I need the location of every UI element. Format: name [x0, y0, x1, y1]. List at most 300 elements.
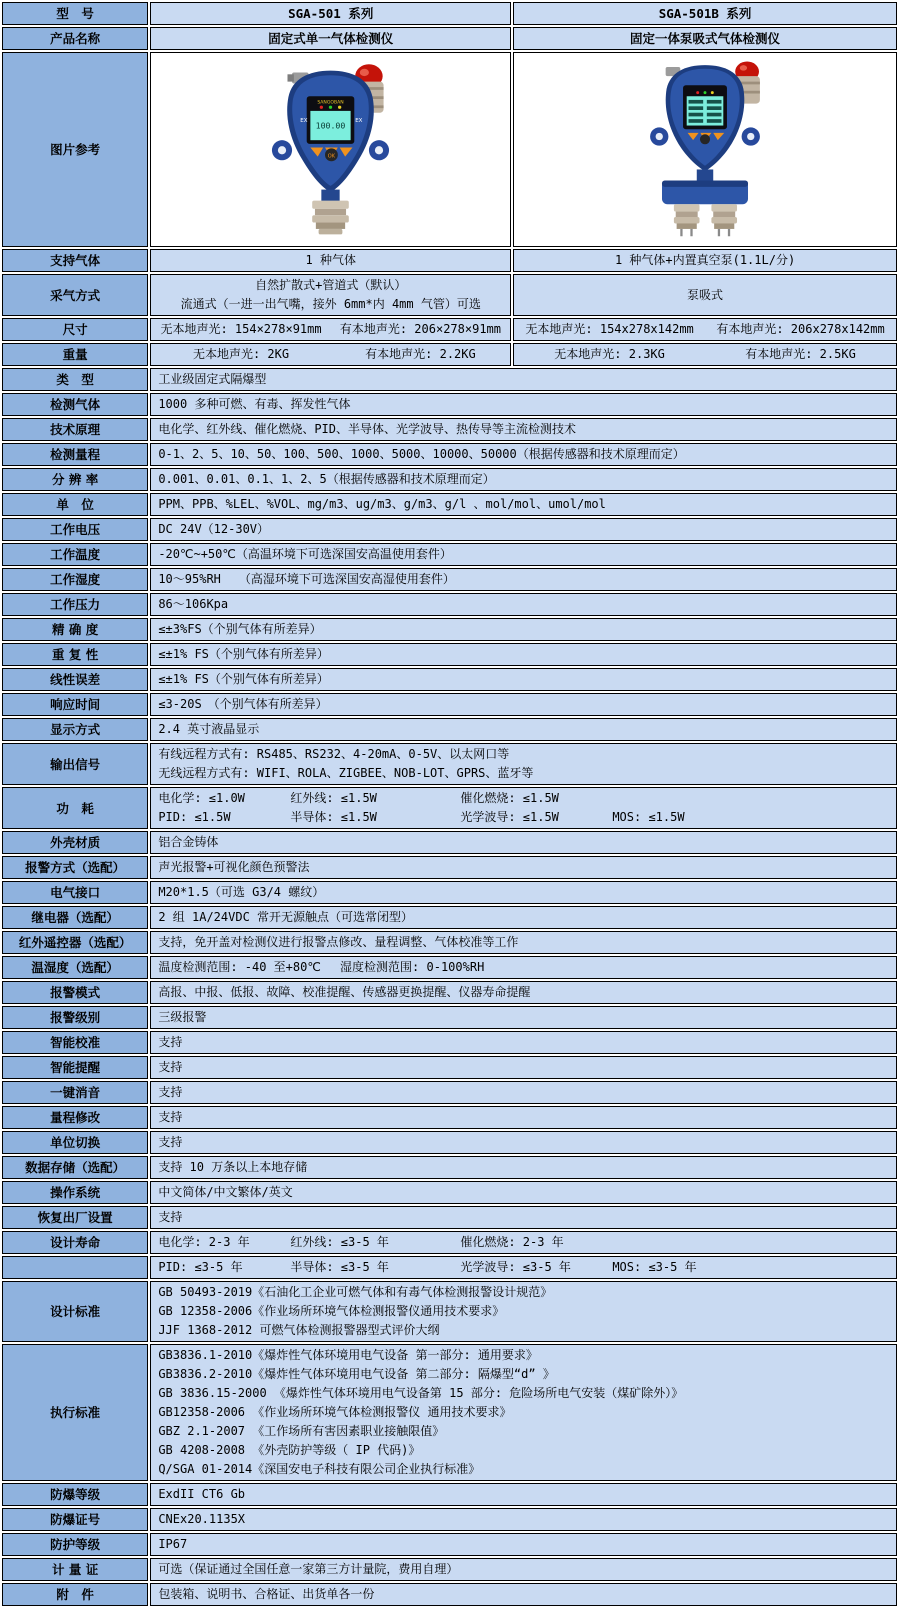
spec-value-cell	[150, 1483, 897, 1506]
spec-value: 固定式单一气体检测仪	[268, 31, 394, 46]
spec-value: 三级报警	[158, 1010, 207, 1024]
spec-value-line	[151, 695, 896, 714]
row-label-text: 支持气体	[50, 253, 101, 268]
spec-value: 无线远程方式有: WIFI、ROLA、ZIGBEE、NOB-LOT、GPRS、蓝牙等	[158, 766, 534, 780]
row-label	[2, 1533, 148, 1556]
sga-501-product-image	[253, 56, 408, 239]
table-row	[2, 1106, 897, 1129]
spec-value: M20*1.5（可选 G3/4 螺纹）	[158, 885, 325, 899]
spec-value-cell	[150, 668, 897, 691]
spec-value: 流通式（一进一出气嘴，接外 6mm*内 4mm 气管）可选	[180, 297, 481, 311]
spec-value: 1 种气体	[305, 253, 356, 267]
row-label	[2, 443, 148, 466]
spec-value: MOS: ≤1.5W	[612, 810, 685, 824]
row-label	[2, 787, 148, 829]
spec-value-line	[151, 495, 896, 514]
spec-value-line	[151, 545, 896, 564]
row-label-text: 采气方式	[50, 287, 101, 303]
spec-value-line	[151, 1302, 896, 1321]
spec-value-cell	[150, 468, 897, 491]
spec-value-cell	[150, 1256, 897, 1279]
row-label	[2, 693, 148, 716]
row-label	[2, 543, 148, 566]
row-label-text: 防护等级	[50, 1537, 101, 1552]
spec-value: 无本地声光: 154×278×91mm	[160, 322, 322, 336]
table-row	[2, 956, 897, 979]
table-row	[2, 856, 897, 879]
spec-value-cell	[150, 249, 511, 272]
spec-value: 工业级固定式隔爆型	[158, 372, 267, 386]
spec-value: GB3836.1-2010《爆炸性气体环境用电气设备 第一部分: 通用要求》	[158, 1348, 538, 1362]
row-label-text: 显示方式	[50, 722, 101, 737]
spec-value: 半导体: ≤3-5 年	[290, 1260, 389, 1274]
table-row	[2, 543, 897, 566]
table-row	[2, 1483, 897, 1506]
spec-value-line	[151, 1233, 896, 1252]
spec-value-cell	[150, 856, 897, 879]
spec-value: 2.4 英寸液晶显示	[158, 722, 260, 736]
row-label-text: 重量	[62, 347, 88, 362]
row-label-text: 量程修改	[50, 1110, 101, 1125]
table-row	[2, 274, 897, 316]
table-row	[2, 593, 897, 616]
row-label	[2, 493, 148, 516]
row-label-text: 防爆等级	[50, 1487, 101, 1502]
spec-value-line	[514, 251, 896, 270]
spec-value: SGA-501 系列	[288, 6, 374, 21]
spec-value-cell	[150, 1281, 897, 1342]
spec-value: 支持	[158, 1210, 183, 1224]
spec-value-line	[151, 620, 896, 639]
table-row	[2, 1206, 897, 1229]
spec-value-line	[151, 1108, 896, 1127]
spec-value-line	[151, 251, 510, 270]
spec-value-line	[151, 1403, 896, 1422]
spec-value-line	[514, 345, 896, 364]
spec-value-cell	[150, 274, 511, 316]
row-label	[2, 1131, 148, 1154]
row-label-text: 报警级别	[50, 1010, 101, 1025]
spec-value-line	[151, 958, 896, 977]
spec-value-line	[151, 1346, 896, 1365]
spec-value-cell	[150, 981, 897, 1004]
spec-value: 1 种气体+内置真空泵(1.1L/分)	[614, 253, 796, 267]
row-label-text: 产品名称	[50, 31, 101, 46]
row-label	[2, 1508, 148, 1531]
spec-value: 泵吸式	[687, 287, 724, 302]
spec-value-cell	[150, 1006, 897, 1029]
spec-value: 无本地声光: 2.3KG	[554, 347, 665, 361]
spec-value-line	[151, 395, 896, 414]
spec-value-cell	[150, 518, 897, 541]
ex-mark-left: EX	[300, 117, 308, 124]
spec-value-cell	[150, 1156, 897, 1179]
screen-reading: 100.00	[315, 120, 346, 131]
spec-value-line	[151, 276, 510, 295]
spec-value-cell	[150, 27, 511, 50]
table-row	[2, 1281, 897, 1342]
table-row	[2, 1256, 897, 1279]
spec-value-line	[151, 1283, 896, 1302]
table-row	[2, 981, 897, 1004]
spec-value: 支持，免开盖对检测仪进行报警点修改、量程调整、气体校准等工作	[158, 935, 519, 949]
sga-501b-product-image	[625, 56, 785, 239]
spec-value-cell	[150, 1558, 897, 1581]
table-row	[2, 493, 897, 516]
spec-value: ≤3-20S （个别气体有所差异）	[158, 697, 328, 711]
row-label	[2, 831, 148, 854]
spec-value-line	[151, 1510, 896, 1529]
table-row	[2, 931, 897, 954]
product-image-cell	[150, 52, 511, 247]
spec-value: 2 组 1A/24VDC 常开无源触点（可选常闭型）	[158, 910, 414, 924]
spec-value-line	[151, 345, 510, 364]
ex-mark-right: EX	[355, 117, 363, 124]
spec-value-line	[151, 983, 896, 1002]
spec-value: Q/SGA 01-2014《深国安电子科技有限公司企业执行标准》	[158, 1462, 481, 1476]
spec-value-line	[151, 670, 896, 689]
spec-value-line	[151, 1535, 896, 1554]
spec-value: 1000 多种可燃、有毒、挥发性气体	[158, 397, 351, 411]
spec-value-cell	[150, 568, 897, 591]
spec-value-cell	[150, 393, 897, 416]
lcd-screen-icon	[307, 96, 355, 144]
row-label	[2, 368, 148, 391]
row-label	[2, 1558, 148, 1581]
spec-value-cell	[150, 493, 897, 516]
table-row	[2, 2, 897, 25]
row-label	[2, 249, 148, 272]
row-label-text: 设计寿命	[50, 1235, 101, 1250]
spec-value: 光学波导: ≤3-5 年	[460, 1260, 571, 1274]
spec-value-line	[151, 1485, 896, 1504]
lcd-screen-icon	[683, 85, 727, 129]
spec-value: 有线远程方式有: RS485、RS232、4-20mA、0-5V、以太网口等	[158, 747, 510, 761]
row-label	[2, 1256, 148, 1279]
table-row	[2, 881, 897, 904]
spec-value: 支持	[158, 1110, 183, 1124]
row-label-text: 智能提醒	[50, 1060, 101, 1075]
row-label	[2, 1031, 148, 1054]
spec-value: 有本地声光: 206×278×91mm	[339, 322, 502, 336]
spec-value: 0.001、0.01、0.1、1、2、5（根据传感器和技术原理而定）	[158, 472, 495, 486]
row-label-text: 智能校准	[50, 1035, 101, 1050]
row-label	[2, 881, 148, 904]
spec-value-cell	[150, 1131, 897, 1154]
spec-value-line	[151, 1321, 896, 1340]
spec-value-line	[151, 1365, 896, 1384]
spec-value: 声光报警+可视化颜色预警法	[158, 860, 310, 874]
spec-value-line	[151, 1560, 896, 1579]
spec-value: 自然扩散式+管道式（默认）	[255, 278, 407, 292]
row-label	[2, 1081, 148, 1104]
svg-text:SANGOBAN: SANGOBAN	[317, 100, 344, 106]
spec-value: CNEx20.1135X	[158, 1512, 246, 1526]
spec-value-line	[151, 808, 896, 827]
spec-value: 固定一体泵吸式气体检测仪	[630, 31, 781, 46]
table-row	[2, 1006, 897, 1029]
table-row	[2, 668, 897, 691]
table-row	[2, 1156, 897, 1179]
spec-value-cell	[150, 881, 897, 904]
spec-value-cell	[513, 249, 897, 272]
spec-value-cell	[150, 643, 897, 666]
spec-value: ≤±1% FS（个别气体有所差异）	[158, 647, 329, 661]
spec-value: ≤±3%FS（个别气体有所差异）	[158, 622, 322, 636]
row-label-text: 技术原理	[50, 422, 101, 437]
spec-value: 10～95%RH （高湿环境下可选深国安高湿使用套件）	[158, 572, 455, 586]
spec-value: GB 50493-2019《石油化工企业可燃气体和有毒气体检测报警设计规范》	[158, 1285, 553, 1299]
spec-value-line	[151, 933, 896, 952]
row-label	[2, 418, 148, 441]
row-label-text: 电气接口	[50, 885, 101, 900]
spec-value-cell	[150, 931, 897, 954]
row-label	[2, 27, 148, 50]
spec-value-line	[151, 833, 896, 852]
spec-value: 可选（保证通过全国任意一家第三方计量院，费用自理）	[158, 1562, 459, 1576]
spec-value-line	[151, 420, 896, 439]
spec-value-cell	[150, 743, 897, 785]
spec-value-cell	[513, 27, 897, 50]
row-label-text: 一键消音	[50, 1085, 101, 1100]
row-label-text: 操作系统	[50, 1185, 101, 1200]
table-row	[2, 27, 897, 50]
spec-value-cell	[150, 1206, 897, 1229]
spec-value: 中文简体/中文繁体/英文	[158, 1185, 293, 1199]
row-label	[2, 618, 148, 641]
pump-module-icon	[662, 169, 748, 204]
row-label	[2, 274, 148, 316]
spec-value-line	[151, 645, 896, 664]
spec-value-line	[151, 1258, 896, 1277]
row-label	[2, 318, 148, 341]
spec-value: 催化燃烧: ≤1.5W	[460, 791, 559, 805]
row-label-text: 红外遥控器（选配）	[18, 935, 132, 950]
sensor-head-icon	[312, 190, 349, 235]
row-label	[2, 743, 148, 785]
table-row	[2, 468, 897, 491]
spec-value-cell	[513, 2, 897, 25]
spec-value-line	[151, 858, 896, 877]
row-label	[2, 1231, 148, 1254]
row-label-text: 计 量 证	[52, 1562, 99, 1577]
row-label	[2, 718, 148, 741]
table-row	[2, 1533, 897, 1556]
spec-value-line	[151, 370, 896, 389]
row-label-text: 线性误差	[50, 672, 101, 687]
spec-value-line	[151, 1183, 896, 1202]
spec-value: 有本地声光: 2.5KG	[745, 347, 856, 361]
table-row	[2, 1081, 897, 1104]
spec-value: PPM、PPB、%LEL、%VOL、mg/m3、ug/m3、g/m3、g/l 、mol/mol、umol/mol	[158, 497, 606, 511]
spec-value-line	[514, 320, 896, 339]
spec-value-cell	[150, 1081, 897, 1104]
spec-value-cell	[150, 1031, 897, 1054]
spec-value-cell	[150, 1106, 897, 1129]
row-label	[2, 1156, 148, 1179]
table-row	[2, 906, 897, 929]
table-row	[2, 1181, 897, 1204]
row-label	[2, 1006, 148, 1029]
spec-value-cell	[150, 1583, 897, 1606]
spec-value-cell	[150, 543, 897, 566]
spec-value-line	[151, 764, 896, 783]
row-label	[2, 343, 148, 366]
spec-value-line	[151, 720, 896, 739]
row-label	[2, 956, 148, 979]
spec-value: 电化学: 2-3 年	[158, 1235, 250, 1249]
spec-value-cell	[150, 831, 897, 854]
table-row	[2, 568, 897, 591]
spec-value-cell	[150, 1508, 897, 1531]
spec-value: GB3836.2-2010《爆炸性气体环境用电气设备 第二部分: 隔爆型“d” 》	[158, 1367, 555, 1381]
row-label-text: 输出信号	[50, 756, 101, 772]
spec-value: 有本地声光: 2.2KG	[365, 347, 476, 361]
spec-value: DC 24V（12-30V）	[158, 522, 270, 536]
spec-value-line	[151, 1585, 896, 1604]
table-row	[2, 368, 897, 391]
row-label-text: 单位切换	[50, 1135, 101, 1150]
spec-value: ExdII CT6 Gb	[158, 1487, 246, 1501]
table-row	[2, 1508, 897, 1531]
spec-value-cell	[150, 1056, 897, 1079]
spec-value-line	[151, 595, 896, 614]
spec-value-line	[151, 789, 896, 808]
table-row	[2, 1131, 897, 1154]
row-label	[2, 906, 148, 929]
row-label	[2, 856, 148, 879]
table-row	[2, 443, 897, 466]
spec-value: GBZ 2.1-2007 《工作场所有害因素职业接触限值》	[158, 1424, 445, 1438]
row-label-text: 分 辨 率	[52, 472, 99, 487]
spec-value: 支持	[158, 1035, 183, 1049]
spec-value: SGA-501B 系列	[658, 6, 752, 21]
row-label	[2, 1281, 148, 1342]
spec-value: GB 4208-2008 《外壳防护等级（ IP 代码)》	[158, 1443, 421, 1457]
row-label-text: 附 件	[56, 1587, 94, 1602]
row-label-text: 报警方式（选配）	[25, 860, 126, 875]
inlet-fitting-tip-icon	[288, 74, 294, 81]
row-label	[2, 52, 148, 247]
spec-value-line	[514, 4, 896, 23]
spec-value-cell	[150, 368, 897, 391]
spec-value: 电化学、红外线、催化燃烧、PID、半导体、光学波导、热传导等主流检测技术	[158, 422, 577, 436]
spec-value: JJF 1368-2012 可燃气体检测报警器型式评价大纲	[158, 1323, 440, 1337]
row-label	[2, 593, 148, 616]
row-label-text: 型 号	[56, 6, 94, 21]
row-label	[2, 668, 148, 691]
spec-value-line	[151, 1422, 896, 1441]
table-row	[2, 1231, 897, 1254]
spec-value-cell	[150, 718, 897, 741]
spec-value-cell	[150, 593, 897, 616]
spec-value-cell	[150, 618, 897, 641]
svg-text:OK: OK	[328, 153, 336, 160]
spec-value-line	[151, 1058, 896, 1077]
spec-value-line	[151, 295, 510, 314]
spec-value-cell	[150, 1181, 897, 1204]
spec-value-cell	[150, 2, 511, 25]
spec-value-line	[151, 445, 896, 464]
spec-value-cell	[150, 343, 511, 366]
spec-value: 支持	[158, 1135, 183, 1149]
spec-value: GB 3836.15-2000 《爆炸性气体环境用电气设备第 15 部分: 危险场所电气安装（煤矿除外）》	[158, 1386, 684, 1400]
row-label-text: 工作湿度	[50, 572, 101, 587]
table-row	[2, 52, 897, 247]
row-label-text: 温湿度（选配）	[31, 960, 119, 975]
spec-value: 铝合金铸体	[158, 835, 219, 849]
row-label	[2, 1483, 148, 1506]
spec-value-cell	[150, 787, 897, 829]
row-label-text: 检测气体	[50, 397, 101, 412]
spec-value-cell	[150, 956, 897, 979]
spec-value: 有本地声光: 206x278x142mm	[716, 322, 885, 336]
table-row	[2, 831, 897, 854]
row-label-text: 工作压力	[50, 597, 101, 612]
row-label	[2, 568, 148, 591]
row-label-text: 精 确 度	[52, 622, 99, 637]
row-label	[2, 393, 148, 416]
spec-value-line	[514, 286, 896, 305]
spec-value: GB 12358-2006《作业场所环境气体检测报警仪通用技术要求》	[158, 1304, 505, 1318]
table-row	[2, 1558, 897, 1581]
table-row	[2, 743, 897, 785]
dual-sensor-heads-icon	[674, 204, 737, 236]
spec-value: GB12358-2006 《作业场所环境气体检测报警仪 通用技术要求》	[158, 1405, 512, 1419]
row-label-text: 数据存储（选配）	[25, 1160, 126, 1175]
spec-value: 温度检测范围: -40 至+80℃ 湿度检测范围: 0-100%RH	[158, 960, 485, 974]
spec-value: PID: ≤3-5 年	[158, 1260, 243, 1274]
row-label	[2, 1056, 148, 1079]
spec-value: 高报、中报、低报、故障、校准提醒、传感器更换提醒、仪器寿命提醒	[158, 985, 531, 999]
spec-value-line	[151, 1384, 896, 1403]
spec-value: 无本地声光: 154x278x142mm	[525, 322, 694, 336]
spec-value: 86～106Kpa	[158, 597, 229, 611]
row-label-text: 功 耗	[56, 800, 94, 816]
row-label-text: 工作电压	[50, 522, 101, 537]
spec-value-cell	[150, 318, 511, 341]
row-label-text: 工作温度	[50, 547, 101, 562]
spec-value-line	[151, 1033, 896, 1052]
spec-value: 支持	[158, 1085, 183, 1099]
row-label-text: 重 复 性	[52, 647, 99, 662]
spec-value: 光学波导: ≤1.5W	[460, 810, 559, 824]
spec-value-line	[151, 745, 896, 764]
spec-value-line	[151, 320, 510, 339]
row-label	[2, 1106, 148, 1129]
spec-value: 0-1、2、5、10、50、100、500、1000、5000、10000、50000（根据传感器和技术原理而定）	[158, 447, 685, 461]
row-label	[2, 1181, 148, 1204]
product-image-cell	[513, 52, 897, 247]
spec-value-line	[151, 1158, 896, 1177]
row-label	[2, 981, 148, 1004]
row-label	[2, 1206, 148, 1229]
row-label	[2, 468, 148, 491]
spec-value: 红外线: ≤3-5 年	[290, 1235, 389, 1249]
table-row	[2, 787, 897, 829]
spec-value-cell	[513, 343, 897, 366]
row-label-text: 报警模式	[50, 985, 101, 1000]
spec-value-cell	[150, 1231, 897, 1254]
row-label-text: 执行标准	[50, 1405, 101, 1420]
spec-value-line	[151, 908, 896, 927]
row-label-text: 防爆证号	[50, 1512, 101, 1527]
spec-value-cell	[150, 418, 897, 441]
spec-value-cell	[513, 318, 897, 341]
row-label-text: 类 型	[56, 372, 94, 387]
table-row	[2, 693, 897, 716]
spec-value-line	[151, 1133, 896, 1152]
